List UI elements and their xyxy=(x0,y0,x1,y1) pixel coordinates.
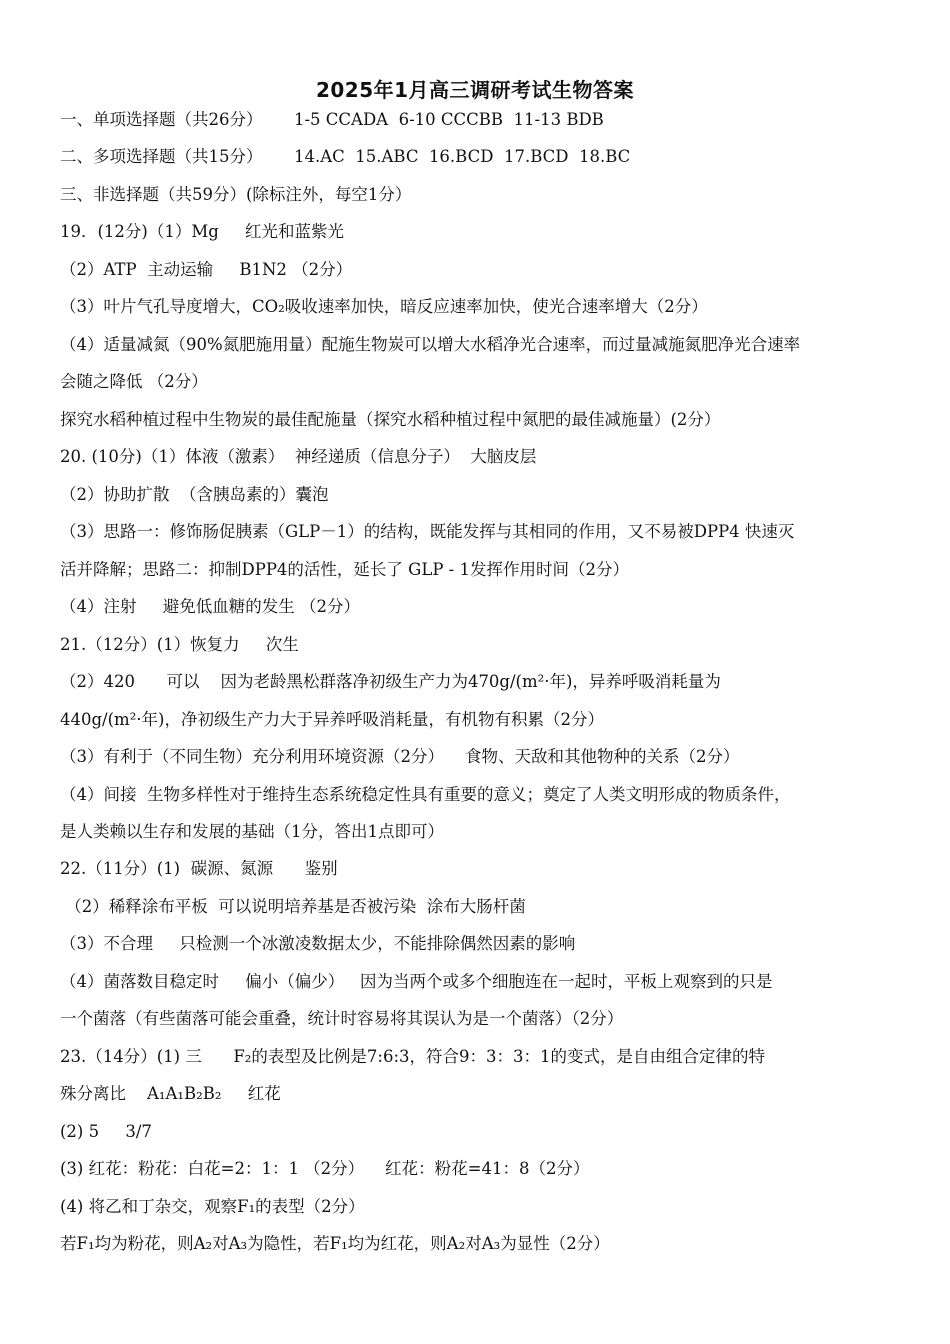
q22-part4-cont: 一个菌落（有些菌落可能会重叠，统计时容易将其误认为是一个菌落）（2分） xyxy=(60,1009,624,1028)
q22-part3: （3）不合理 只检测一个冰激凌数据太少，不能排除偶然因素的影响 xyxy=(60,934,576,953)
q19-part1: 19．(12分)（1）Mg 红光和蓝紫光 xyxy=(60,222,345,241)
q23-part1: 23.（14分）(1) 三 F₂的表型及比例是7:6:3，符合9：3：3：1的变式，是自由组合定律的特 xyxy=(60,1047,765,1066)
q19-part4: （4）适量减氮（90%氮肥施用量）配施生物炭可以增大水稻净光合速率，而过量减施氮肥净光合速率 xyxy=(60,335,801,354)
q23-part4-cont: 若F₁均为粉花，则A₂对A₃为隐性，若F₁均为红花，则A₂对A₃为显性（2分） xyxy=(60,1234,610,1253)
q21-part2: （2）420 可以 因为老龄黑松群落净初级生产力为470g/(m²·年)，异养呼吸消耗量为 xyxy=(60,672,721,691)
q20-part3: （3）思路一：修饰肠促胰素（GLP－1）的结构，既能发挥与其相同的作用，又不易被DPP4 快速灭 xyxy=(60,522,795,541)
q23-part4: (4) 将乙和丁杂交，观察F₁的表型（2分） xyxy=(60,1197,365,1216)
page-title: 2025年1月高三调研考试生物答案 xyxy=(315,78,635,102)
q23-part2: (2) 5 3/7 xyxy=(60,1122,152,1141)
q22-part2: （2）稀释涂布平板 可以说明培养基是否被污染 涂布大肠杆菌 xyxy=(60,897,526,916)
q21-part4: （4）间接 生物多样性对于维持生态系统稳定性具有重要的意义；奠定了人类文明形成的物质条件， xyxy=(60,785,791,804)
q20-part1: 20. (10分)（1）体液（激素） 神经递质（信息分子） 大脑皮层 xyxy=(60,447,537,466)
q23-part3: (3) 红花：粉花：白花=2：1：1 （2分） 红花：粉花=41：8（2分） xyxy=(60,1159,590,1178)
q21-part4-cont: 是人类赖以生存和发展的基础（1分，答出1点即可） xyxy=(60,822,444,841)
section-multi-choice: 二、多项选择题（共15分） 14.AC 15.ABC 16.BCD 17.BCD 18.BC xyxy=(60,147,631,166)
q21-part2-cont: 440g/(m²·年)，净初级生产力大于异养呼吸消耗量，有机物有积累（2分） xyxy=(60,710,604,729)
q21-part1: 21.（12分）(1）恢复力 次生 xyxy=(60,635,299,654)
q19-part2: （2）ATP 主动运输 B1N2 （2分） xyxy=(60,260,353,279)
q19-part4-cont: 会随之降低 （2分） xyxy=(60,372,208,391)
section-single-choice: 一、单项选择题（共26分） 1-5 CCADA 6-10 CCCBB 11-13 BDB xyxy=(60,110,604,129)
q21-part3: （3）有利于（不同生物）充分利用环境资源（2分） 食物、天敌和其他物种的关系（2分） xyxy=(60,747,740,766)
q22-part1: 22.（11分）(1) 碳源、氮源 鉴别 xyxy=(60,859,338,878)
q19-part5: 探究水稻种植过程中生物炭的最佳配施量（探究水稻种植过程中氮肥的最佳减施量）(2分） xyxy=(60,410,721,429)
q20-part4: （4）注射 避免低血糖的发生 （2分） xyxy=(60,597,360,616)
q19-part3: （3）叶片气孔导度增大，CO₂吸收速率加快，暗反应速率加快，使光合速率增大（2分） xyxy=(60,297,708,316)
q23-part1-cont: 殊分离比 A₁A₁B₂B₂ 红花 xyxy=(60,1084,281,1103)
q20-part3-cont: 活并降解；思路二：抑制DPP4的活性，延长了 GLP - 1发挥作用时间（2分） xyxy=(60,560,629,579)
section-non-choice: 三、非选择题（共59分）(除标注外，每空1分） xyxy=(60,185,412,204)
q22-part4: （4）菌落数目稳定时 偏小（偏少） 因为当两个或多个细胞连在一起时，平板上观察到的只是 xyxy=(60,972,773,991)
q20-part2: （2）协助扩散 （含胰岛素的）囊泡 xyxy=(60,485,329,504)
